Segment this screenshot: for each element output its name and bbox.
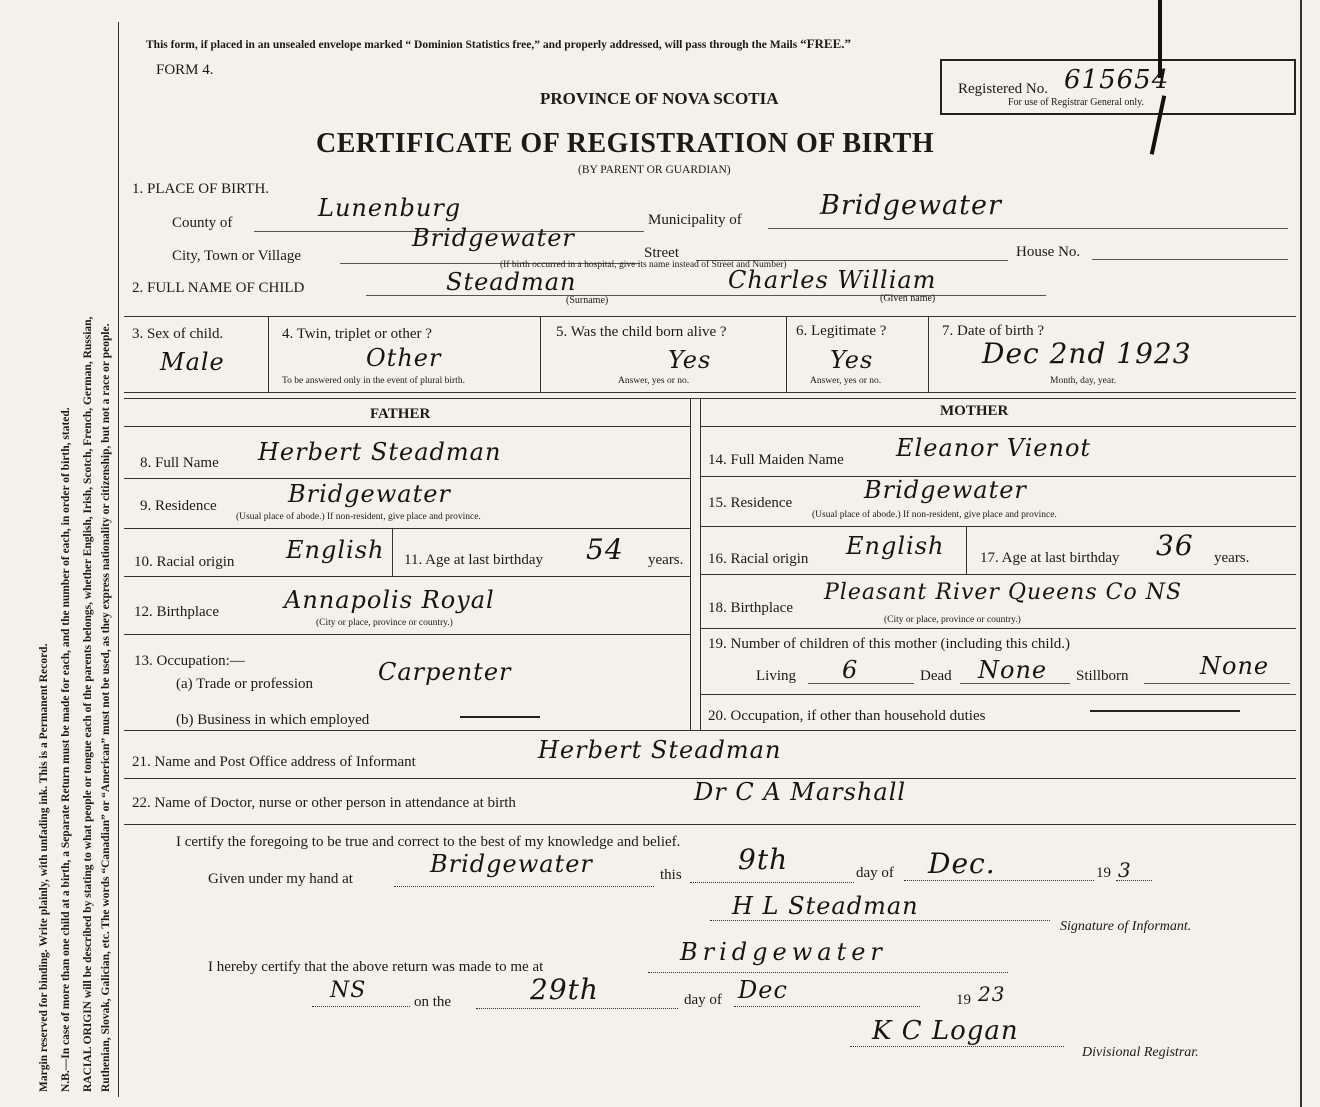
municipality-value: Bridgewater [820, 190, 1002, 221]
reg-day-of-label: day of [684, 992, 722, 1008]
side-note-binding: Margin reserved for binding. Write plainly, with unfading ink. This is a Permanent Record. [38, 643, 50, 1092]
reg-month-line [734, 1006, 920, 1007]
father-age-label: 11. Age at last birthday [404, 552, 543, 568]
registrar-initials-line [312, 1006, 410, 1007]
child-name-label: 2. FULL NAME OF CHILD [132, 280, 305, 296]
mother-occupation-label: 20. Occupation, if other than household duties [708, 708, 986, 724]
informant-value: Herbert Steadman [538, 736, 782, 764]
certify-statement: I certify the foregoing to be true and correct to the best of my knowledge and belief. [176, 834, 681, 850]
signature-line [710, 920, 1050, 921]
right-edge-rule [1300, 0, 1302, 1107]
sex-label: 3. Sex of child. [132, 326, 224, 342]
mother-row-rule-3 [700, 526, 1296, 527]
place-of-birth-label: 1. PLACE OF BIRTH. [132, 181, 270, 197]
mother-race-label: 16. Racial origin [708, 551, 809, 567]
dead-value: None [978, 656, 1048, 684]
mother-birthplace-note: (City or place, province or country.) [884, 615, 1021, 625]
informant-label: 21. Name and Post Office address of Informant [132, 754, 416, 770]
father-residence-value: Bridgewater [288, 480, 451, 508]
reg-day-value: 29th [530, 973, 599, 1006]
certificate-subtitle: (BY PARENT OR GUARDIAN) [578, 164, 731, 176]
mother-children-label: 19. Number of children of this mother (including this child.) [708, 636, 1071, 652]
municipality-label: Municipality of [648, 212, 742, 228]
year-suffix: 3 [1118, 858, 1132, 882]
rule-top [124, 316, 1296, 317]
twin-label: 4. Twin, triplet or other ? [282, 326, 432, 342]
city-label: City, Town or Village [172, 248, 302, 264]
registered-label: Registered No. [958, 81, 1048, 97]
father-trade-label: (a) Trade or profession [176, 676, 314, 692]
mother-residence-value: Bridgewater [864, 476, 1027, 504]
doctor-label: 22. Name of Doctor, nurse or other person in attendance at birth [132, 795, 516, 811]
doctor-value: Dr C A Marshall [694, 778, 907, 806]
margin-rule [118, 22, 119, 1097]
county-label: County of [172, 215, 233, 231]
father-row-rule-1 [124, 426, 690, 427]
county-value: Lunenburg [318, 194, 462, 222]
father-name-label: 8. Full Name [140, 455, 219, 471]
dob-value: Dec 2nd 1923 [982, 337, 1192, 370]
father-occupation-label: 13. Occupation:— [134, 653, 245, 669]
registrar-statement: I hereby certify that the above return was made to me at [208, 959, 544, 975]
year-line [1116, 880, 1152, 881]
given-caption: (Given name) [880, 293, 936, 304]
registrar-initials: NS [330, 978, 367, 1003]
mother-name-value: Eleanor Vienot [896, 434, 1092, 462]
father-trade-value: Carpenter [378, 658, 512, 686]
child-given-value: Charles William [728, 266, 937, 294]
certificate-title: CERTIFICATE OF REGISTRATION OF BIRTH [316, 128, 935, 159]
divider-3 [786, 316, 787, 392]
father-residence-note: (Usual place of abode.) If non-resident, give place and province. [236, 512, 481, 522]
house-line [1092, 259, 1288, 260]
reg-day-line [476, 1008, 678, 1009]
registrar-signature: K C Logan [872, 1016, 1019, 1046]
father-business-dash [460, 716, 540, 718]
mother-row-rule-1 [700, 426, 1296, 427]
father-age-value: 54 [586, 533, 624, 566]
father-residence-label: 9. Residence [140, 498, 217, 514]
father-heading: FATHER [370, 406, 431, 422]
side-note-racial-1: RACIAL ORIGIN will be described by stating to what people or tongue each of the parents belongs, whether English, Irish, Scotch, French, German, Russian, [82, 316, 94, 1092]
registered-number: 615654 [1064, 65, 1170, 95]
registrar-place-value: Bridgewater [680, 938, 887, 966]
hospital-note: (If birth occurred in a hospital, give its name instead of Street and Number) [500, 260, 787, 270]
father-birthplace-value: Annapolis Royal [284, 586, 495, 614]
month-line [904, 880, 1094, 881]
form-number: FORM 4. [156, 62, 214, 78]
rule-parents-bottom [124, 730, 1296, 731]
surname-caption: (Surname) [566, 295, 609, 306]
rule-parents [124, 398, 1296, 399]
given-place-line [394, 886, 654, 887]
on-the-label: on the [414, 994, 452, 1010]
divider-4 [928, 316, 929, 392]
registrar-caption: Divisional Registrar. [1082, 1045, 1199, 1060]
legit-note: Answer, yes or no. [810, 376, 882, 386]
day-line [690, 882, 854, 883]
parents-divider-left [690, 398, 691, 730]
father-name-value: Herbert Steadman [258, 438, 502, 466]
registrar-note: For use of Registrar General only. [1008, 97, 1144, 108]
ink-mark [1158, 0, 1162, 78]
mother-residence-label: 15. Residence [708, 495, 793, 511]
reg-year-suffix: 23 [978, 982, 1006, 1006]
father-row-rule-4 [124, 576, 690, 577]
living-label: Living [756, 668, 796, 684]
day-value: 9th [738, 843, 789, 876]
mother-age-label: 17. Age at last birthday [980, 550, 1120, 566]
father-birthplace-label: 12. Birthplace [134, 604, 219, 620]
living-line [808, 683, 914, 684]
mother-residence-note: (Usual place of abode.) If non-resident, give place and province. [812, 510, 1057, 520]
father-years: years. [648, 552, 684, 568]
father-row-rule-5 [124, 634, 690, 635]
dob-label: 7. Date of birth ? [942, 323, 1045, 339]
signature-caption: Signature of Informant. [1060, 919, 1192, 934]
divider-1 [268, 316, 269, 392]
father-race-divider [392, 528, 393, 576]
mother-birthplace-label: 18. Birthplace [708, 600, 793, 616]
child-surname-value: Steadman [446, 268, 577, 296]
side-note-racial-2: Ruthenian, Slovak, Galician, etc. The words “Canadian” or “American” must not be used, as they express nationality or citizenship, but not a race or people. [100, 323, 112, 1092]
alive-label: 5. Was the child born alive ? [556, 324, 727, 340]
province-heading: PROVINCE OF NOVA SCOTIA [540, 89, 779, 108]
parents-divider-right [700, 398, 701, 730]
legit-value: Yes [830, 346, 874, 374]
informant-signature: H L Steadman [732, 892, 919, 920]
legit-label: 6. Legitimate ? [796, 323, 887, 339]
this-label: this [660, 867, 682, 883]
mother-age-value: 36 [1156, 529, 1194, 562]
street-label: Street [644, 245, 679, 261]
father-row-rule-2 [124, 478, 690, 479]
father-race-value: English [286, 536, 385, 564]
reg-month-value: Dec [738, 976, 788, 1004]
day-of-label: day of [856, 865, 894, 881]
month-value: Dec. [928, 847, 996, 880]
given-label: Given under my hand at [208, 871, 353, 887]
mother-row-rule-4 [700, 574, 1296, 575]
mother-name-label: 14. Full Maiden Name [708, 452, 844, 468]
stillborn-line [1144, 683, 1290, 684]
municipality-line [768, 228, 1288, 229]
mail-note: This form, if placed in an unsealed envelope marked “ Dominion Statistics free,” and properly addressed, will pass through the Mails “FREE.” [146, 36, 851, 51]
alive-value: Yes [668, 346, 712, 374]
twin-note: To be answered only in the event of plural birth. [282, 376, 465, 386]
year-prefix: 19 [1096, 865, 1111, 881]
mother-row-rule-5 [700, 628, 1296, 629]
twin-value: Other [366, 344, 442, 372]
rule-details [124, 392, 1296, 393]
given-place-value: Bridgewater [430, 850, 593, 878]
stillborn-label: Stillborn [1076, 668, 1129, 684]
registrar-place-line [648, 972, 1008, 973]
sex-value: Male [160, 348, 225, 376]
father-birthplace-note: (City or place, province or country.) [316, 618, 453, 628]
mother-race-divider [966, 526, 967, 574]
dob-note: Month, day, year. [1050, 376, 1117, 386]
reg-year-prefix: 19 [956, 992, 971, 1008]
house-label: House No. [1016, 244, 1081, 260]
side-note-nb: N.B.—In case of more than one child at a birth, a Separate Return must be made for each, and the number of each, in order of birth, stated. [60, 407, 72, 1092]
registrar-signature-line [850, 1046, 1064, 1047]
mother-occupation-dash [1090, 710, 1240, 712]
mother-race-value: English [846, 532, 945, 560]
father-row-rule-3 [124, 528, 690, 529]
dead-label: Dead [920, 668, 952, 684]
mother-row-rule-6 [700, 694, 1296, 695]
stillborn-value: None [1200, 652, 1270, 680]
rule-doctor [124, 824, 1296, 825]
mother-heading: MOTHER [940, 403, 1009, 419]
father-race-label: 10. Racial origin [134, 554, 235, 570]
living-value: 6 [842, 656, 859, 684]
father-business-label: (b) Business in which employed [176, 712, 370, 728]
mother-years: years. [1214, 550, 1250, 566]
dead-line [960, 683, 1070, 684]
city-value: Bridgewater [412, 224, 575, 252]
alive-note: Answer, yes or no. [618, 376, 690, 386]
divider-2 [540, 316, 541, 392]
mother-birthplace-value: Pleasant River Queens Co NS [824, 580, 1183, 605]
